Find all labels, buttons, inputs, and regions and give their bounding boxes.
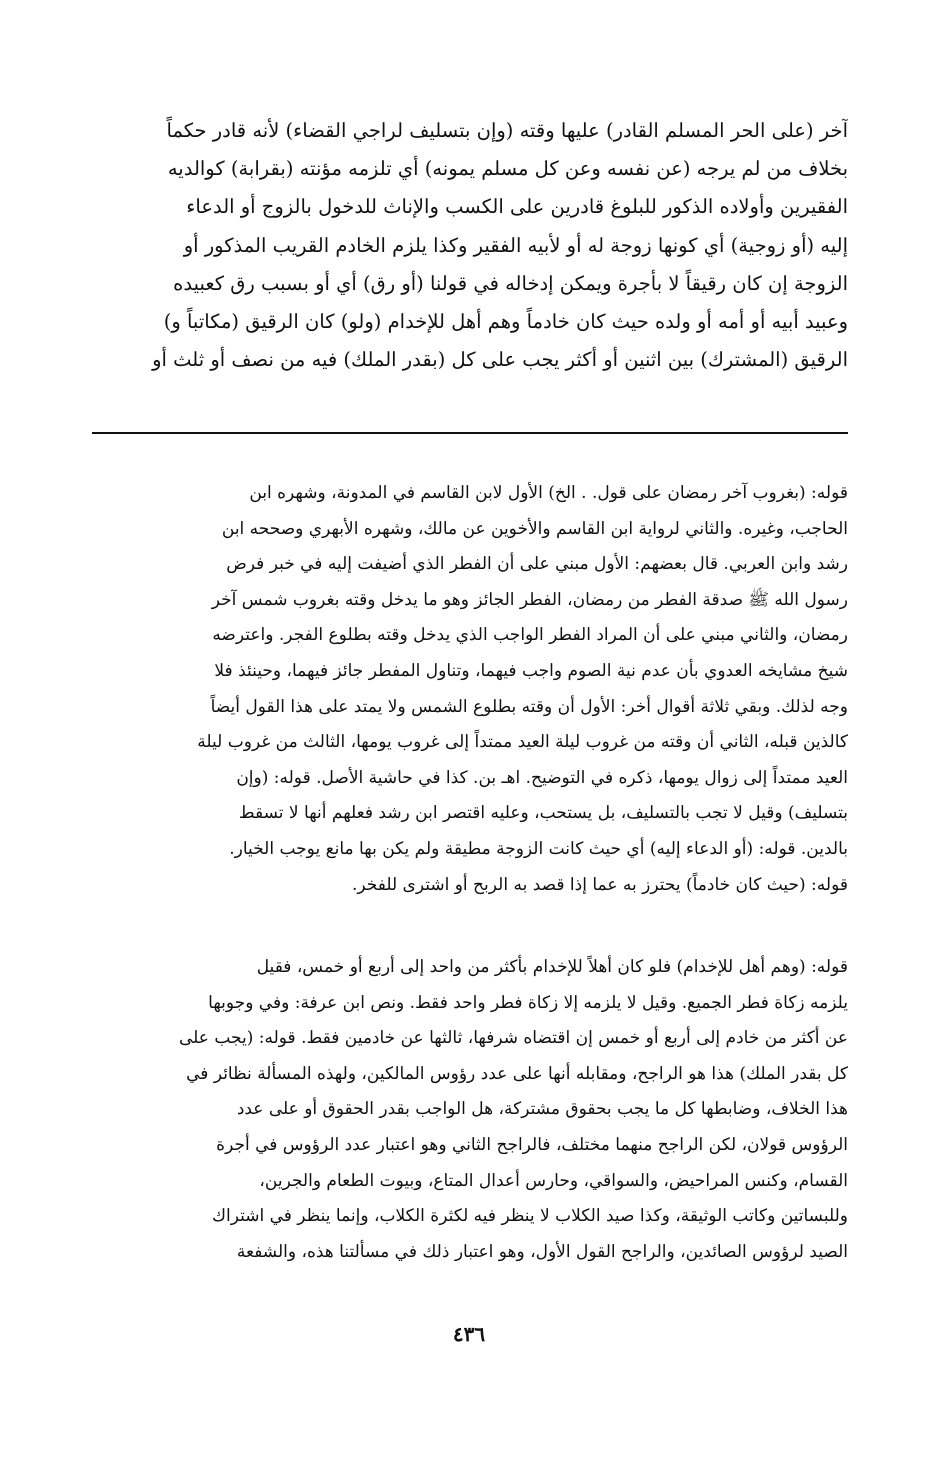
footnote-line: وجه لذلك. وبقي ثلاثة أقوال أخر: الأول أن وقته بطلوع الشمس ولا يمتد على هذا القول أيضاً	[210, 696, 848, 717]
footnote-line: عن أكثر من خادم إلى أربع أو خمس إن اقتضاه شرفها، ثالثها عن خادمين فقط. قوله: (يجب على	[178, 1028, 848, 1049]
footnote-line: قوله: (بغروب آخر رمضان على قول. . الخ) الأول لابن القاسم في المدونة، وشهره ابن	[249, 483, 848, 503]
main-line: الزوجة إن كان رقيقاً لا بأجرة ويمكن إدخاله في قولنا (أو رق) أي أو بسبب رق كعبيده	[173, 271, 848, 295]
footnote-line: قوله: (وهم أهل للإخدام) فلو كان أهلاً للإخدام بأكثر من واحد إلى أربع أو خمس، فقيل	[256, 957, 848, 977]
main-line: آخر (على الحر المسلم القادر) عليها وقته (وإن بتسليف لراجي القضاء) لأنه قادر حكماً	[166, 119, 848, 142]
footnote-line: القسام، وكنس المراحيض، والسواقي، وحارس أعدال المتاع، وبيوت الطعام والجرين،	[259, 1170, 848, 1191]
footnote-line: قوله: (حيث كان خادماً) يحترز به عما إذا قصد به الربح أو اشترى للفخر.	[351, 874, 848, 895]
page-number: ٤٣٦	[452, 1322, 486, 1346]
footnote-line: كل بقدر الملك) هذا هو الراجح، ومقابله أنها على عدد رؤوس المالكين، ولهذه المسألة نظائر في	[186, 1063, 848, 1084]
main-line: الرقيق (المشترك) بين اثنين أو أكثر يجب على كل (بقدر الملك) فيه من نصف أو ثلث أو	[152, 348, 848, 372]
footnote-line: العيد ممتداً إلى زوال يومها، ذكره في التوضيح. اهـ بن. كذا في حاشية الأصل. قوله: (وإن	[236, 767, 848, 788]
main-line: الفقيرين وأولاده الذكور للبلوغ قادرين على الكسب والإناث للدخول بالزوج أو الدعاء	[186, 195, 848, 219]
main-text	[92, 112, 848, 379]
footnote-line: يلزمه زكاة فطر الجميع. وقيل لا يلزمه إلا زكاة فطر واحد فقط. ونص ابن عرفة: وفي وجوبها	[208, 992, 848, 1013]
footnote-line: شيخ مشايخه العدوي بأن عدم نية الصوم واجب فيهما، وتناول المفطر جائز فيهما، وحينئذ فلا	[214, 660, 848, 681]
main-line: بخلاف من لم يرجه (عن نفسه وعن كل مسلم يمونه) أي تلزمه مؤنته (بقرابة) كوالديه	[167, 157, 848, 181]
main-line: إليه (أو زوجية) أي كونها زوجة له أو لأبيه الفقير وكذا يلزم الخادم القريب المذكور أو	[183, 233, 848, 257]
footnote-line: رسول الله ﷺ صدقة الفطر من رمضان، الفطر الجائز وهو ما يدخل وقته بغروب شمس آخر	[211, 589, 848, 610]
footnote-line: بتسليف) وقيل لا تجب بالتسليف، بل يستحب، وعليه اقتصر ابن رشد فعلهم أنها لا تسقط	[238, 803, 848, 824]
main-line: وعبيد أبيه أو أمه أو ولده حيث كان خادماً وهم أهل للإخدام (ولو) كان الرقيق (مكاتباً و)	[163, 309, 848, 333]
footnote-line: بالدين. قوله: (أو الدعاء إليه) أي حيث كانت الزوجة مطيقة ولم يكن بها مانع يوجب الخيار.	[229, 838, 848, 859]
footnote-line: كالذين قبله، الثاني أن وقته من غروب ليلة العيد ممتداً إلى غروب يومها، الثالث من غروب ليلة	[197, 732, 848, 753]
footnote-line: رمضان، والثاني مبني على أن المراد الفطر الواجب الذي يدخل وقته بطلوع الفجر. واعترضه	[212, 625, 848, 646]
footnote-line: الرؤوس قولان، لكن الراجح منهما مختلف، فالراجح الثاني وهو اعتبار عدد الرؤوس في أجرة	[216, 1134, 848, 1155]
footnote-line: الحاجب، وغيره. والثاني لرواية ابن القاسم والأخوين عن مالك، وشهره الأبهري وصححه ابن	[221, 518, 848, 539]
footnote-line: رشد وابن العربي. قال بعضهم: الأول مبني على أن الفطر الذي أضيفت إليه في خبر فرض	[226, 554, 848, 575]
footnote-line: الصيد لرؤوس الصائدين، والراجح القول الأول، وهو اعتبار ذلك في مسألتنا هذه، والشفعة	[236, 1241, 848, 1262]
footnote-line: وللبساتين وكاتب الوثيقة، وكذا صيد الكلاب لا ينظر فيه لكثرة الكلاب، وإنما ينظر في اشتراك	[211, 1206, 848, 1227]
footnote-line: هذا الخلاف، وضابطها كل ما يجب بحقوق مشتركة، هل الواجب بقدر الحقوق أو على عدد	[236, 1099, 848, 1120]
footnote-divider	[92, 432, 848, 434]
footnote-block-1	[92, 476, 848, 903]
footnote-block-2	[92, 950, 848, 1270]
